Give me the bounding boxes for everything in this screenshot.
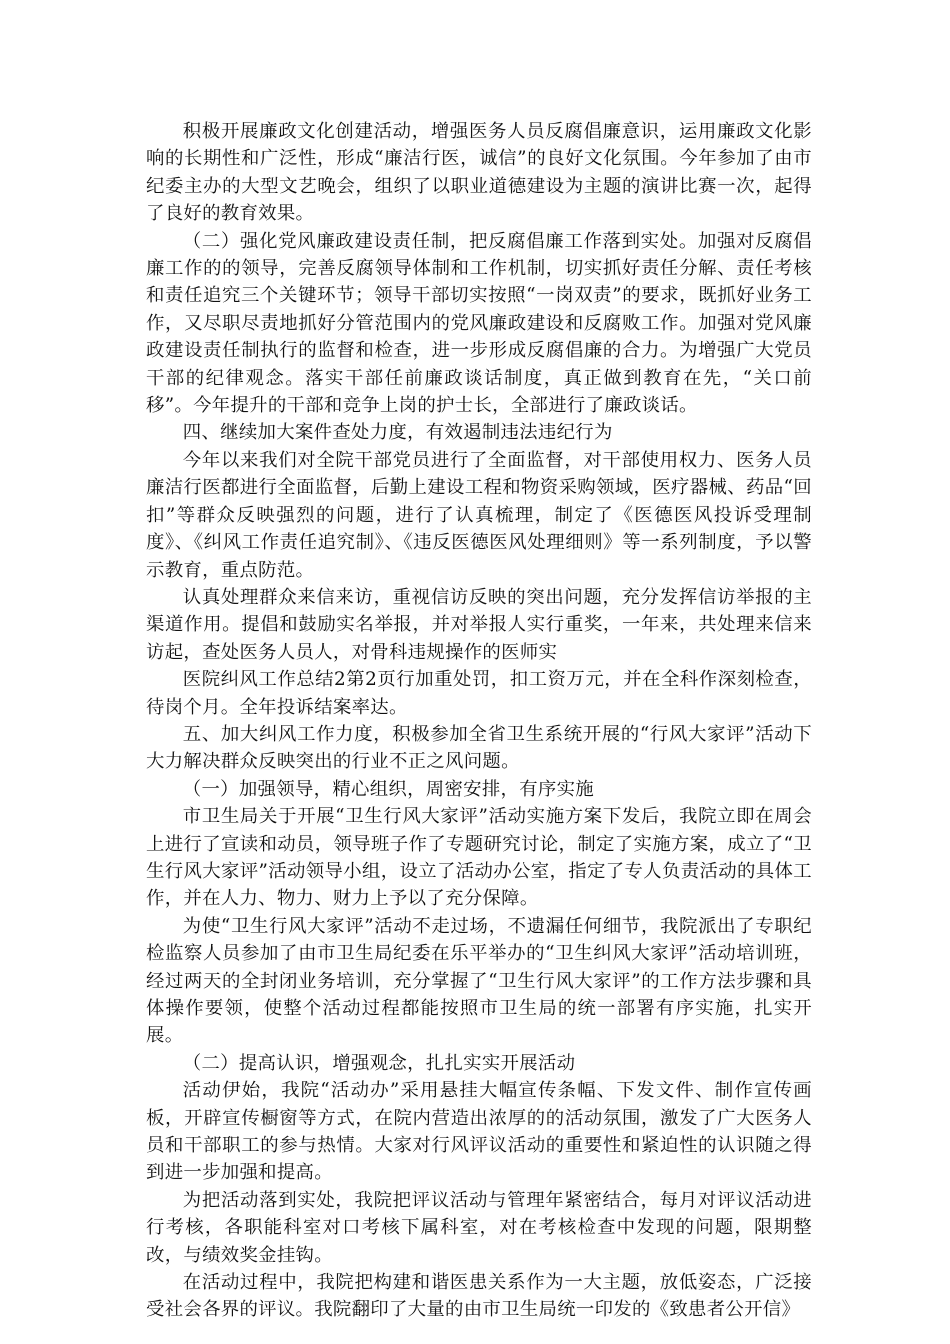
paragraph-publicity: 活动伊始，我院“活动办”采用悬挂大幅宣传条幅、下发文件、制作宣传画板，开辟宣传橱窗等方式，在院内营造出浓厚的的活动氛围，激发了广大医务人员和干部职工的参与热情。大家对行风评议活动的重要性和紧迫性的认识随之得到进一步加强和提高。 <box>146 1080 812 1184</box>
paragraph-supervision: 今年以来我们对全院干部党员进行了全面监督，对干部使用权力、医务人员廉洁行医都进行全面监督，后勤上建设工程和物资采购领域，医疗器械、药品“回扣”等群众反映强烈的问题，进行了认真梳理，制定了《医德医风投诉受理制度》、《纠风工作责任追究制》、《违反医德医风处理细则》等一系列制度，予以警示教育，重点防范。 <box>146 449 812 581</box>
paragraph-letters-visits: 认真处理群众来信来访，重视信访反映的突出问题，充分发挥信访举报的主渠道作用。提倡和鼓励实名举报，并对举报人实行重奖，一年来，共处理来信来访起，查处医务人员人，对骨科违规操作的医师实 <box>146 586 812 663</box>
paragraph-training: 为使“卫生行风大家评”活动不走过场，不遗漏任何细节，我院派出了专职纪检监察人员参加了由市卫生局纪委在乐平举办的“卫生纠风大家评”活动培训班，经过两天的全封闭业务培训，充分掌握了“卫生行风大家评”的工作方法步骤和具体操作要领，使整个活动过程都能按照市卫生局的统一部署有序实施，扎实开展。 <box>146 915 812 1047</box>
subheading-two: （二）提高认识，增强观念，扎扎实实开展活动 <box>182 1052 576 1074</box>
paragraph-page-break-continuation: 医院纠风工作总结2第2页行加重处罚，扣工资万元，并在全科作深刻检查，待岗个月。全年投诉结案率达。 <box>146 669 812 718</box>
section-heading-four: 四、继续加大案件查处力度，有效遏制违法违纪行为 <box>182 422 613 444</box>
paragraph-implementation-plan: 市卫生局关于开展“卫生行风大家评”活动实施方案下发后，我院立即在周会上进行了宣读和动员，领导班子作了专题研究讨论，制定了实施方案，成立了“卫生行风大家评”活动领导小组，设立了活动办公室，指定了专人负责活动的具体工作，并在人力、物力、财力上予以了充分保障。 <box>146 806 812 910</box>
paragraph-assessment: 为把活动落到实处，我院把评议活动与管理年紧密结合，每月对评议活动进行考核，各职能科室对口考核下属科室，对在考核检查中发现的问题，限期整改，与绩效奖金挂钩。 <box>146 1189 812 1266</box>
section-heading-five: 五、加大纠风工作力度，积极参加全省卫生系统开展的“行风大家评”活动下大力解决群众反映突出的行业不正之风问题。 <box>146 723 812 773</box>
paragraph-responsibility-system: （二）强化党风廉政建设责任制，把反腐倡廉工作落到实处。加强对反腐倡廉工作的的领导，完善反腐领导体制和工作机制，切实抓好责任分解、责任考核和责任追究三个关键环节；领导干部切实按照“一岗双责”的要求，既抓好业务工作，又尽职尽责地抓好分管范围内的党风廉政建设和反腐败工作。加强对党风廉政建设责任制执行的监督和检查，进一步形成反腐倡廉的合力。为增强广大党员干部的纪律观念。落实干部任前廉政谈话制度，真正做到教育在先，“关口前移”。今年提升的干部和竞争上岗的护士长，全部进行了廉政谈话。 <box>146 230 812 417</box>
paragraph-doctor-patient-relations: 在活动过程中，我院把构建和谐医患关系作为一大主题，放低姿态，广泛接受社会各界的评议。我院翻印了大量的由市卫生局统一印发的《致患者公开信》 <box>146 1272 812 1321</box>
document-body <box>146 118 812 1324</box>
subheading-one: （一）加强领导，精心组织，周密安排，有序实施 <box>182 778 594 800</box>
paragraph-anti-corruption-culture: 积极开展廉政文化创建活动，增强医务人员反腐倡廉意识，运用廉政文化影响的长期性和广泛性，形成“廉洁行医，诚信”的良好文化氛围。今年参加了由市纪委主办的大型文艺晚会，组织了以职业道德建设为主题的演讲比赛一次，起得了良好的教育效果。 <box>146 121 812 225</box>
